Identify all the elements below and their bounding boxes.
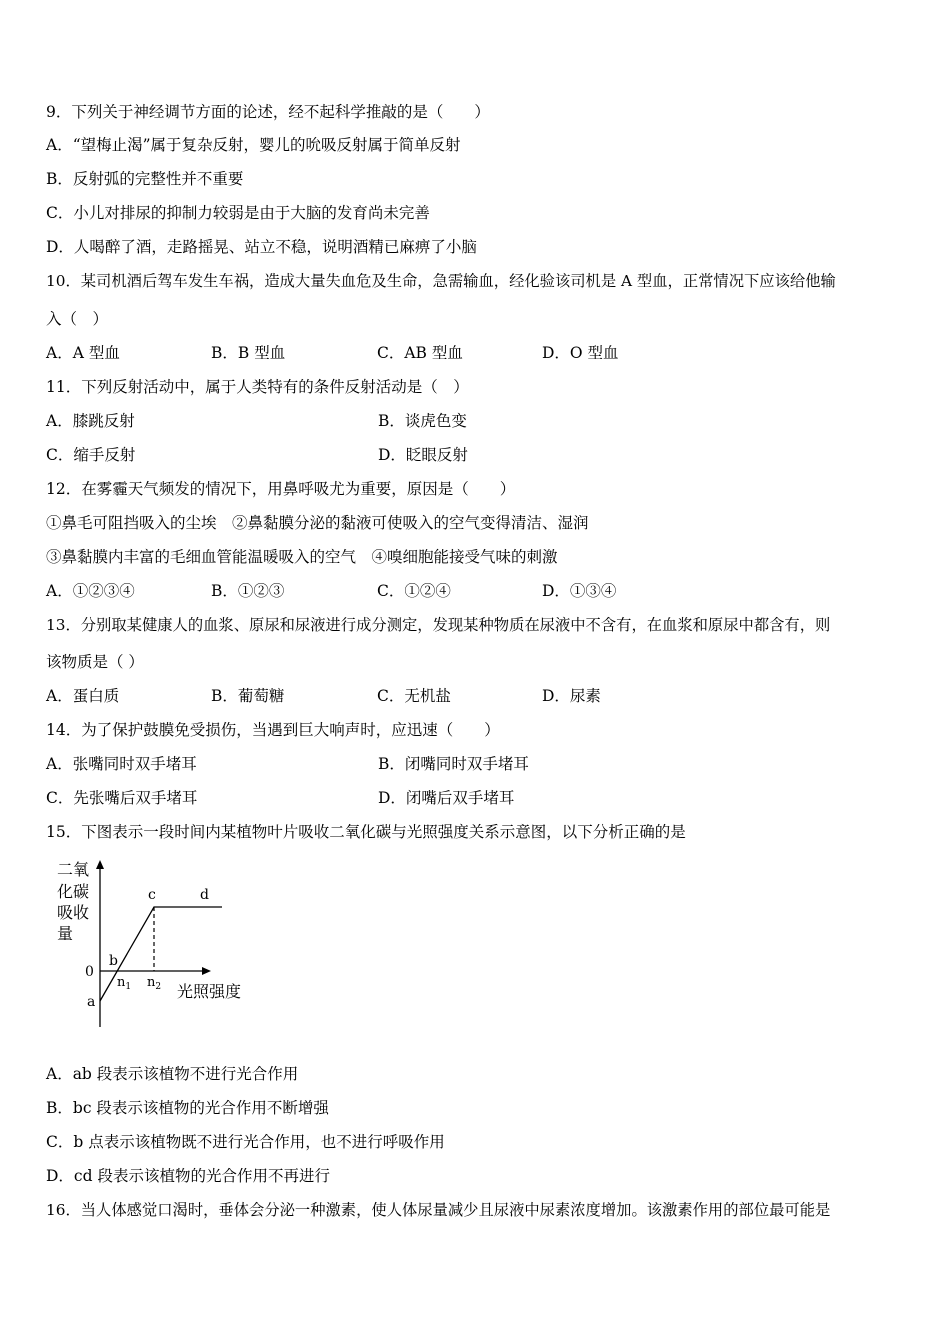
graph-ylabel-1: 二氧 [57, 860, 90, 879]
q12-option-d: D．①③④ [542, 582, 617, 600]
q13-stem-line1: 13．分别取某健康人的血浆、原尿和尿液进行成分测定，发现某种物质在尿液中不含有，在血浆和原尿中都含有，则 [46, 616, 831, 634]
q10-stem-line2: 入（ ） [46, 310, 109, 328]
q13-option-c: C．无机盐 [377, 687, 451, 705]
graph-ylabel-3: 吸收 [57, 903, 90, 922]
q12-option-a: A．①②③④ [46, 582, 135, 600]
graph-point-b: b [109, 953, 118, 969]
q14-stem: 14．为了保护鼓膜免受损伤，当遇到巨大响声时，应迅速（ ） [46, 721, 500, 739]
q13-stem-line2: 该物质是（ ） [46, 653, 144, 671]
q11-option-b: B．谈虎色变 [378, 412, 467, 430]
graph-point-a: a [87, 994, 96, 1010]
q12-statement-line1: ①鼻毛可阻挡吸入的尘埃 ②鼻黏膜分泌的黏液可使吸入的空气变得清洁、湿润 [46, 514, 589, 532]
q15-option-a: A．ab 段表示该植物不进行光合作用 [46, 1065, 299, 1083]
q13-option-a: A．蛋白质 [46, 687, 120, 705]
q10-option-b: B．B 型血 [211, 344, 286, 362]
graph-n1-label: $n_1$ [117, 975, 132, 992]
q15-option-d: D．cd 段表示该植物的光合作用不再进行 [46, 1167, 330, 1185]
q14-option-a: A．张嘴同时双手堵耳 [46, 755, 197, 773]
q14-option-c: C．先张嘴后双手堵耳 [46, 789, 198, 807]
graph-y-arrow [96, 860, 104, 869]
q11-option-d: D．眨眼反射 [378, 446, 468, 464]
q13-option-d: D．尿素 [542, 687, 601, 705]
q9-option-b: B．反射弧的完整性并不重要 [46, 170, 244, 188]
graph-point-c: c [148, 887, 156, 903]
co2-light-graph [55, 855, 255, 1035]
q15-stem: 15．下图表示一段时间内某植物叶片吸收二氧化碳与光照强度关系示意图，以下分析正确的是 [46, 823, 686, 841]
q10-option-c: C．AB 型血 [377, 344, 463, 362]
q12-stem: 12．在雾霾天气频发的情况下，用鼻呼吸尤为重要，原因是（ ） [46, 480, 516, 498]
q12-option-c: C．①②④ [377, 582, 451, 600]
q14-option-d: D．闭嘴后双手堵耳 [378, 789, 515, 807]
q9-option-d: D．人喝醉了酒，走路摇晃、站立不稳，说明酒精已麻痹了小脑 [46, 238, 477, 256]
q13-option-b: B．葡萄糖 [211, 687, 285, 705]
q10-option-a: A．A 型血 [46, 344, 120, 362]
q12-statement-line2: ③鼻黏膜内丰富的毛细血管能温暖吸入的空气 ④嗅细胞能接受气味的刺激 [46, 548, 558, 566]
graph-xlabel: 光照强度 [177, 982, 242, 1001]
q16-stem: 16．当人体感觉口渴时，垂体会分泌一种激素，使人体尿量减少且尿液中尿素浓度增加。该激素作用的部位最可能是 [46, 1201, 831, 1219]
q11-stem: 11．下列反射活动中，属于人类特有的条件反射活动是（ ） [46, 378, 469, 396]
graph-x-arrow [202, 967, 211, 975]
q10-option-d: D．O 型血 [542, 344, 619, 362]
q15-option-c: C．b 点表示该植物既不进行光合作用，也不进行呼吸作用 [46, 1133, 445, 1151]
q9-stem: 9．下列关于神经调节方面的论述，经不起科学推敲的是（ ） [46, 103, 490, 121]
graph-n2-label: $n_2$ [147, 975, 162, 992]
graph-point-d: d [200, 887, 209, 903]
graph-ylabel-4: 量 [57, 924, 74, 943]
graph-ylabel-2: 化碳 [57, 882, 90, 901]
q11-option-c: C．缩手反射 [46, 446, 136, 464]
q11-option-a: A．膝跳反射 [46, 412, 135, 430]
q12-option-b: B．①②③ [211, 582, 285, 600]
q14-option-b: B．闭嘴同时双手堵耳 [378, 755, 529, 773]
q15-option-b: B．bc 段表示该植物的光合作用不断增强 [46, 1099, 329, 1117]
q10-stem-line1: 10．某司机酒后驾车发生车祸，造成大量失血危及生命，急需输血，经化验该司机是 A 型血，正常情况下应该给他输 [46, 272, 836, 290]
q9-option-a: A．“望梅止渴”属于复杂反射，婴儿的吮吸反射属于简单反射 [46, 136, 461, 154]
graph-origin-label: 0 [85, 964, 94, 980]
q9-option-c: C．小儿对排尿的抑制力较弱是由于大脑的发育尚未完善 [46, 204, 430, 222]
